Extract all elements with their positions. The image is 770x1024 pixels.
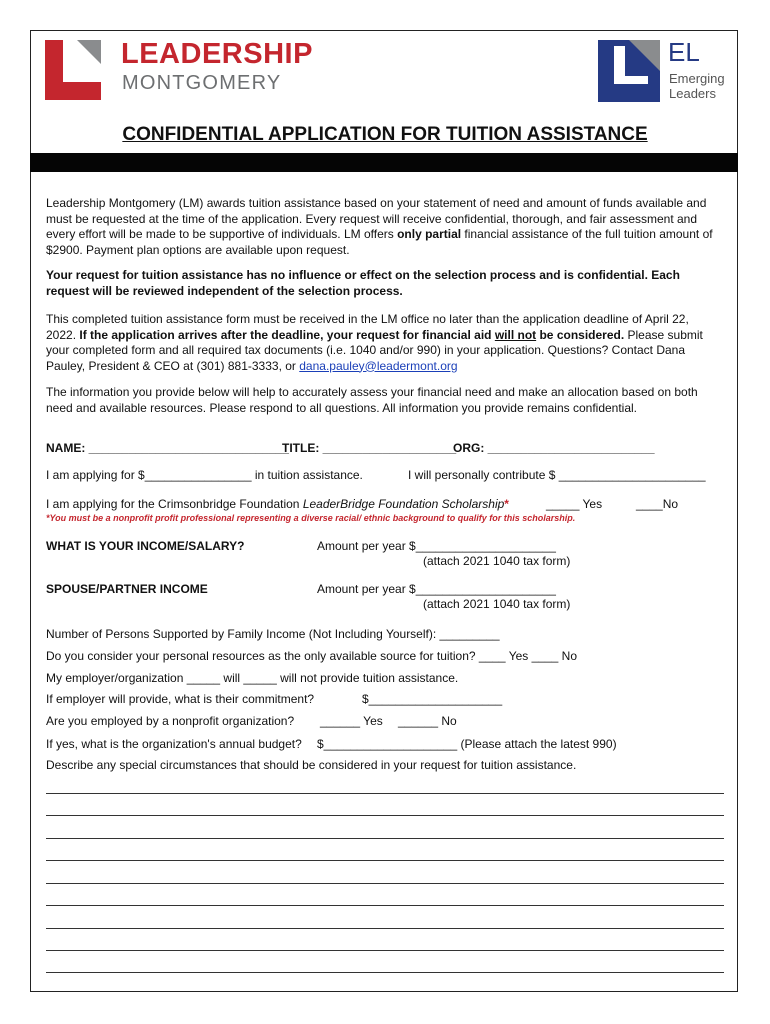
- response-line[interactable]: [46, 950, 724, 951]
- tuition-amount-field[interactable]: I am applying for $________________ in tuition assistance.: [46, 468, 363, 482]
- employer-commitment-question: If employer will provide, what is their commitment?: [46, 692, 315, 706]
- response-line[interactable]: [46, 860, 724, 861]
- circumstances-prompt: Describe any special circumstances that should be considered in your request for tuition assistance.: [46, 758, 577, 772]
- email-link[interactable]: dana.pauley@leadermont.org: [299, 358, 458, 373]
- intro-paragraph-4: The information you provide below will help to accurately assess your financial need and make an allocation based on both need and available resources. Please respond to all questions. All information you provide remains confidential.: [46, 385, 698, 415]
- intro-paragraph-2: Your request for tuition assistance has no influence or effect on the selection process and is confidential. Each request will be reviewed independent of the selection process.: [46, 268, 680, 298]
- scholarship-yes-field[interactable]: _____ Yes: [546, 497, 603, 511]
- leadership-montgomery-logo: [45, 40, 325, 100]
- el-logo-line1: Emerging: [669, 71, 725, 86]
- spouse-amount-field[interactable]: Amount per year $_____________________: [317, 582, 556, 596]
- personal-contribution-field[interactable]: I will personally contribute $ ______________________: [408, 468, 706, 482]
- response-line[interactable]: [46, 905, 724, 906]
- lm-logo-line2: MONTGOMERY: [122, 72, 282, 94]
- intro-paragraph-3: This completed tuition assistance form must be received in the LM office no later than the application deadline of April 22, 2022. If the application arrives after the deadline, your request for financial aid will not be considered. Please submit your completed form and all required tax documents (i.e. 1040 and/or 990) in your application. Questions? Contact Dana Pauley, President & CEO at (301) 881-3333, or dana.pauley@leadermont.org: [46, 312, 703, 373]
- income-attach-note: (attach 2021 1040 tax form): [423, 554, 571, 568]
- el-logo-mark-icon: [598, 40, 660, 102]
- intro-paragraph-1: Leadership Montgomery (LM) awards tuition assistance based on your statement of need and amount of funds available and must be requested at the time of the application. Every request will receive confidential, thorough, and fair assessment and every effort will be made to be supportive of individuals. LM offers only partial financial assistance of the full tuition amount of $2900. Payment plan options are available upon request.: [46, 196, 713, 257]
- budget-question: If yes, what is the organization's annual budget?: [46, 737, 302, 751]
- lm-logo-line1: LEADERSHIP: [121, 38, 313, 70]
- title-field[interactable]: TITLE: ____________________: [282, 441, 457, 455]
- scholarship-question: I am applying for the Crimsonbridge Foundation LeaderBridge Foundation Scholarship*: [46, 497, 509, 511]
- personal-resources-field[interactable]: Do you consider your personal resources as the only available source for tuition? ____ Yes ____ No: [46, 649, 577, 663]
- income-amount-field[interactable]: Amount per year $_____________________: [317, 539, 556, 553]
- org-field[interactable]: ORG: _________________________: [453, 441, 655, 455]
- response-line[interactable]: [46, 972, 724, 973]
- response-line[interactable]: [46, 883, 724, 884]
- spouse-attach-note: (attach 2021 1040 tax form): [423, 597, 571, 611]
- response-line[interactable]: [46, 815, 724, 816]
- scholarship-note: *You must be a nonprofit profit professional representing a diverse racial/ ethnic background to qualify for this scholarship.: [46, 513, 576, 523]
- nonprofit-question: Are you employed by a nonprofit organization?: [46, 714, 295, 728]
- response-line[interactable]: [46, 838, 724, 839]
- lm-logo-mark-icon: [45, 40, 101, 100]
- nonprofit-yes-field[interactable]: ______ Yes: [320, 714, 383, 728]
- employer-assistance-field[interactable]: My employer/organization _____ will _____ will not provide tuition assistance.: [46, 671, 459, 685]
- budget-field[interactable]: $____________________ (Please attach the latest 990): [317, 737, 617, 751]
- employer-commitment-field[interactable]: $____________________: [362, 692, 503, 706]
- header-divider-bar: [30, 153, 738, 172]
- nonprofit-no-field[interactable]: ______ No: [398, 714, 457, 728]
- name-field[interactable]: NAME: ______________________________: [46, 441, 289, 455]
- page-title: CONFIDENTIAL APPLICATION FOR TUITION ASSISTANCE: [122, 124, 648, 145]
- income-label: WHAT IS YOUR INCOME/SALARY?: [46, 539, 245, 553]
- el-logo-text: EL: [668, 37, 700, 67]
- persons-supported-field[interactable]: Number of Persons Supported by Family Income (Not Including Yourself): _________: [46, 627, 500, 641]
- spouse-income-label: SPOUSE/PARTNER INCOME: [46, 582, 208, 596]
- emerging-leaders-logo: [598, 37, 733, 102]
- el-logo-line2: Leaders: [669, 86, 716, 101]
- response-line[interactable]: [46, 793, 724, 794]
- response-line[interactable]: [46, 928, 724, 929]
- form-border: [30, 30, 738, 992]
- scholarship-no-field[interactable]: ____No: [636, 497, 679, 511]
